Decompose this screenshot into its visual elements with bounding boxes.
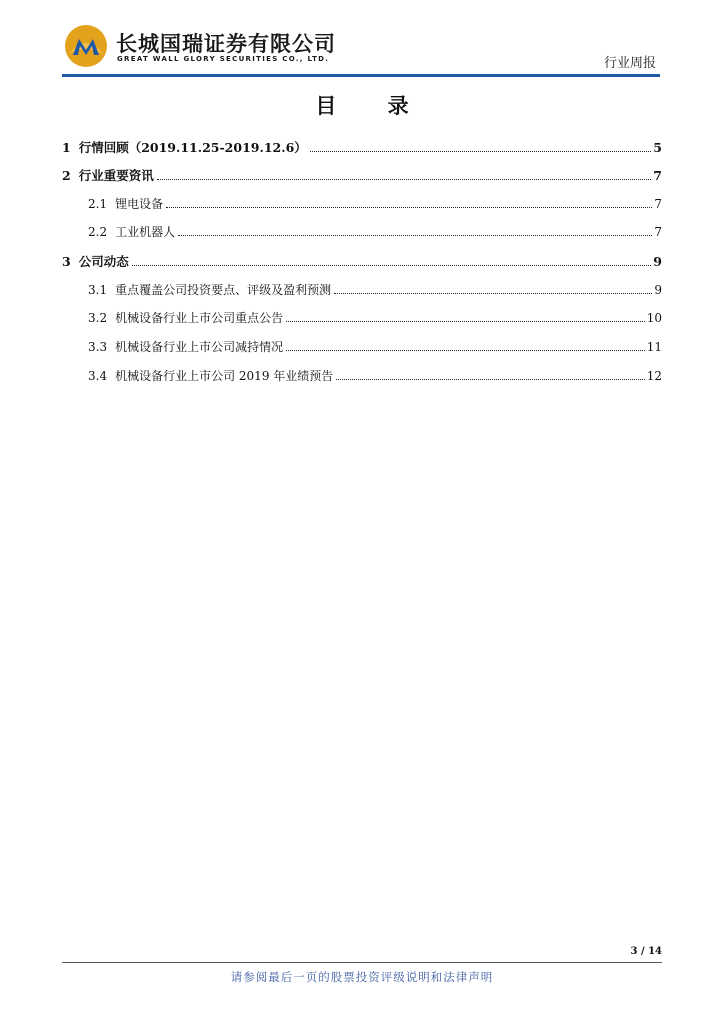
toc-entry-number: 2.2 [88, 225, 108, 239]
toc-entry-label: 工业机器人 [115, 225, 176, 239]
toc-entry-1[interactable] [62, 138, 662, 156]
toc-entry-page: 7 [654, 225, 662, 239]
toc-entry-label: 机械设备行业上市公司重点公告 [115, 311, 284, 325]
toc-entry-number: 3 [62, 254, 71, 269]
toc-entry-number: 3.4 [88, 369, 108, 383]
report-type-label: 行业周报 [603, 56, 656, 71]
company-name-en: GREAT WALL GLORY SECURITIES CO., LTD. [117, 55, 330, 63]
toc-entry-3[interactable] [62, 252, 662, 270]
toc-entry-2-2[interactable] [88, 223, 662, 241]
toc-entry-label: 行情回顾（2019.11.25-2019.12.6） [78, 140, 307, 155]
toc-entry-page: 11 [646, 340, 662, 354]
page-indicator: 3 / 14 [630, 946, 662, 957]
toc-entry-page: 9 [653, 254, 662, 269]
toc-entry-2[interactable] [62, 166, 662, 184]
toc-leader-dots [310, 150, 652, 152]
toc-leader-dots [336, 378, 644, 380]
toc-entry-page: 7 [654, 197, 662, 211]
toc-entry-page: 12 [646, 369, 662, 383]
toc-leader-dots [178, 234, 652, 236]
toc-leader-dots [132, 264, 652, 266]
toc-entry-label: 重点覆盖公司投资要点、评级及盈利预测 [115, 283, 332, 297]
footer-divider [62, 962, 662, 963]
toc-entry-number: 2.1 [88, 197, 108, 211]
toc-leader-dots [157, 178, 652, 180]
toc-entry-page: 7 [653, 168, 662, 183]
toc-title: 目 录 [315, 94, 431, 118]
page-header [62, 22, 662, 78]
toc-entry-number: 2 [62, 168, 71, 183]
toc-entry-3-4[interactable] [88, 367, 662, 385]
toc-entry-label: 公司动态 [78, 254, 129, 269]
toc-entry-number: 3.3 [88, 340, 108, 354]
company-logo-icon [64, 24, 108, 68]
toc-leader-dots [286, 320, 645, 322]
toc-entry-page: 5 [653, 140, 662, 155]
toc-entry-number: 3.1 [88, 283, 108, 297]
footer-disclaimer: 请参阅最后一页的股票投资评级说明和法律声明 [230, 970, 494, 984]
toc-leader-dots [166, 206, 652, 208]
toc-entry-2-1[interactable] [88, 195, 662, 213]
toc-leader-dots [286, 349, 645, 351]
toc-entry-page: 10 [646, 311, 662, 325]
toc-entry-number: 1 [62, 140, 71, 155]
toc-entry-3-1[interactable] [88, 281, 662, 299]
toc-entry-number: 3.2 [88, 311, 108, 325]
header-divider [62, 74, 660, 77]
company-name-cn: 长城国瑞证券有限公司 [116, 32, 336, 56]
toc-entry-page: 9 [654, 283, 662, 297]
toc-entry-label: 行业重要资讯 [78, 168, 154, 183]
toc-entry-3-3[interactable] [88, 338, 662, 356]
toc-leader-dots [334, 292, 652, 294]
toc-entry-3-2[interactable] [88, 309, 662, 327]
toc-entry-label: 机械设备行业上市公司减持情况 [115, 340, 284, 354]
toc-entry-label: 锂电设备 [115, 197, 164, 211]
toc-entry-label: 机械设备行业上市公司 2019 年业绩预告 [115, 369, 334, 383]
